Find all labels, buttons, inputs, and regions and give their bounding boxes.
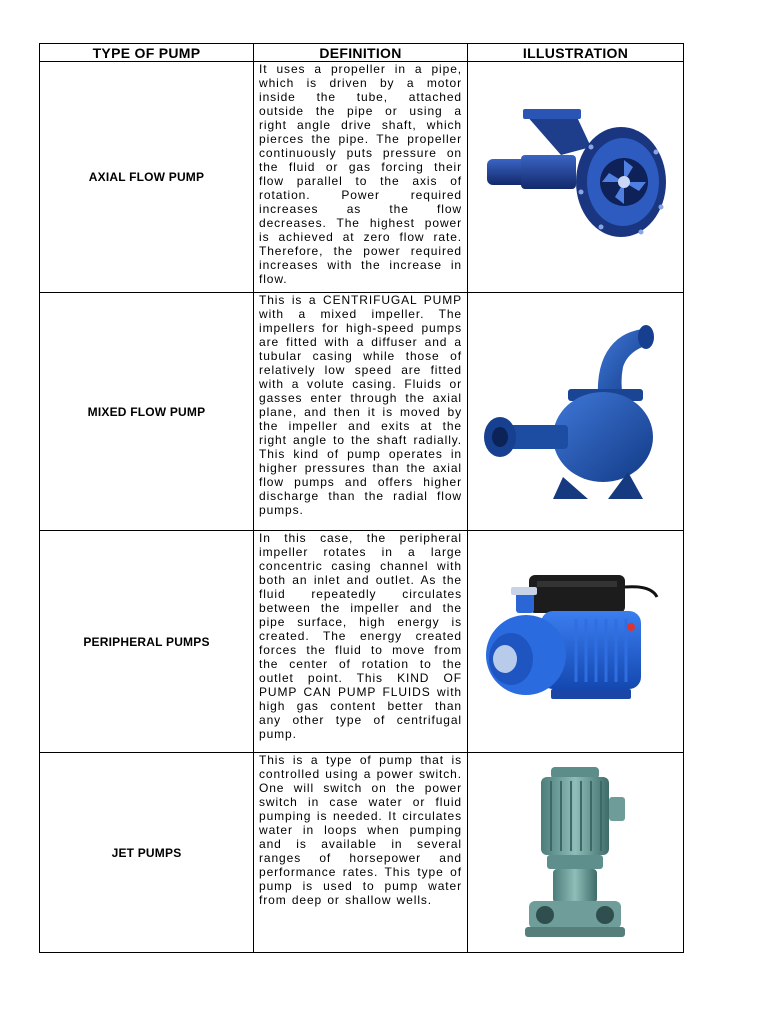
header-row [40, 44, 684, 62]
definition-cell [254, 531, 468, 753]
definition-text: This is a type of pump that is controlled using a power switch. One will switch on the power switch in case water or fluid pumping is needed. It circulates water in loops when pumping and is available in several ranges of horsepower and performance rates. This type of pump is used to pump water from deep or shallow wells. [259, 753, 462, 907]
axial-flow-pump-image [481, 107, 671, 247]
table-row [40, 531, 684, 753]
header-definition: DEFINITION [254, 44, 468, 62]
illustration-cell [468, 293, 684, 531]
illustration-cell [468, 62, 684, 293]
table-row [40, 293, 684, 531]
peripheral-pump-image [481, 567, 671, 717]
illustration-cell [468, 531, 684, 753]
illustration-cell [468, 753, 684, 953]
definition-text: This is a CENTRIFUGAL PUMP with a mixed impeller. The impellers for high-speed pumps are fitted with a diffuser and a tubular casing while those of relatively low speed are fitted with a volute casing. Fluids or gasses enter through the axial plane, and then it is moved by the impeller and exits at the right angle to the shaft radially. This kind of pump operates in higher pressures than the axial flow pumps and offers higher discharge than the radial flow pumps. [259, 293, 462, 517]
definition-cell [254, 293, 468, 531]
definition-text: In this case, the peripheral impeller rotates in a large concentric casing channel with both an inlet and outlet. As the fluid repeatedly circulates between the impeller and the pipe surface, high energy is created. The energy created forces the fluid to move from the center of rotation to the outlet point. This KIND OF PUMP CAN PUMP FLUIDS with high gas content better than any other type of centrifugal pump. [259, 531, 462, 741]
jet-pump-image [511, 763, 641, 943]
header-type-of-pump: TYPE OF PUMP [40, 44, 254, 62]
table-row [40, 62, 684, 293]
mixed-flow-pump-image [478, 317, 674, 507]
header-illustration: ILLUSTRATION [468, 44, 684, 62]
definition-cell [254, 62, 468, 293]
table-row [40, 753, 684, 953]
pump-type-cell: PERIPHERAL PUMPS [40, 531, 254, 753]
definition-text: It uses a propeller in a pipe, which is driven by a motor inside the tube, attached outside the pipe or using a right angle drive shaft, which pierces the pipe. The propeller continuously puts pressure on the fluid or gas forcing their flow parallel to the axis of rotation. Power required increases as the flow decreases. The highest power is achieved at zero flow rate. Therefore, the power required increases with the increase in flow. [259, 62, 462, 286]
definition-cell [254, 753, 468, 953]
pump-type-cell: MIXED FLOW PUMP [40, 293, 254, 531]
pump-type-cell: JET PUMPS [40, 753, 254, 953]
pump-types-table [39, 43, 684, 953]
pump-type-cell: AXIAL FLOW PUMP [40, 62, 254, 293]
